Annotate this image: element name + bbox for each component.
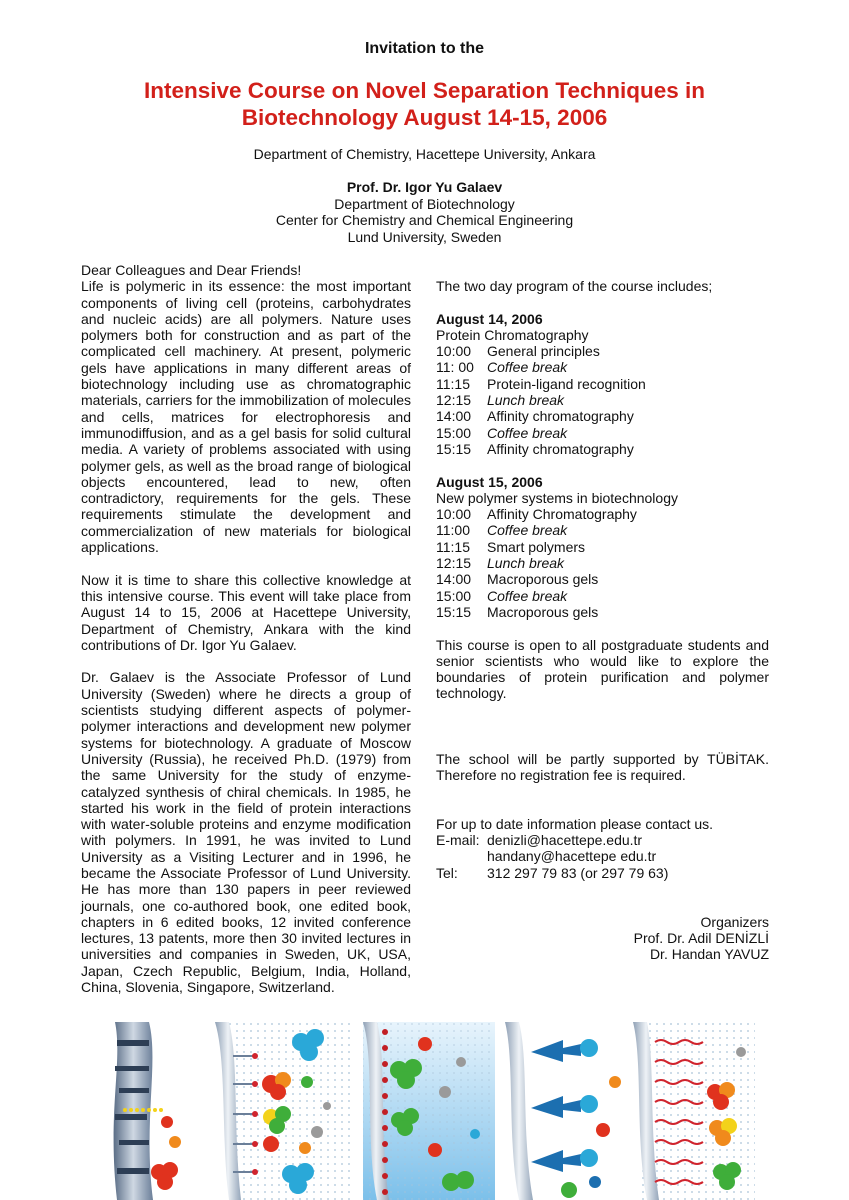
audience-paragraph: This course is open to all postgraduate students and senior scientists who would like to explore the boundaries of protein purification and polymer technology. — [436, 636, 769, 702]
panel-ion-exchange — [363, 1022, 495, 1200]
schedule-item — [436, 408, 769, 424]
support-paragraph: The school will be partly supported by TÜBİTAK. Therefore no registration fee is required. — [436, 750, 769, 783]
schedule-item — [436, 359, 769, 375]
schedule-event: General principles — [487, 343, 600, 360]
tel-number: 312 297 79 83 (or 297 79 63) — [487, 864, 669, 881]
schedule-item — [436, 392, 769, 408]
speaker-bio-paragraph: Dr. Galaev is the Associate Professor of Lund University (Sweden) where he directs a group of scientists studying different aspects of polymer-polymer interactions and development new polymer systems for biotechnology. A graduate of Moscow University (Russia), he received Ph.D. (1979) from the same University for the study of enzyme-catalyzed synthesis of chiral chemicals. In 1985, he started his work in the field of protein interactions with water-soluble proteins and enzyme modification with polymers. In 1991, he was invited to Lund University as a Visiting Lecturer and in 1996, he became the Associate Professor of Lund University. He has more than 130 papers in peer reviewed journals, one co-authored book, one edited book, chapters in 6 edited books, 12 invited conference lectures, 13 patents, more then 30 invited lectures in universities and companies in Sweden, UK, USA, Japan, Czech Republic, Belgium, India, Holland, China, Slovenia, Singapore, Switzerland. — [81, 669, 411, 996]
schedule-time: 10:00 — [436, 343, 472, 360]
schedule-item — [436, 441, 769, 457]
schedule-time: 11: 00 — [436, 359, 474, 376]
day2-date: August 15, 2006 — [436, 473, 543, 490]
schedule-item — [436, 588, 769, 604]
email-link-1[interactable]: denizli@hacettepe.edu.tr — [487, 832, 643, 849]
schedule-time: 12:15 — [436, 392, 472, 409]
invitation-heading: Invitation to the — [364, 40, 485, 57]
schedule-time: 11:15 — [436, 538, 470, 555]
schedule-item — [436, 555, 769, 571]
schedule-time: 14:00 — [436, 408, 472, 425]
panel-ligand-binding — [215, 1022, 351, 1200]
schedule-item — [436, 539, 769, 555]
schedule-item — [436, 343, 769, 359]
schedule-item — [436, 425, 769, 441]
day2-topic: New polymer systems in biotechnology — [436, 489, 678, 506]
course-title-line-1: Intensive Course on Novel Separation Techniques in — [144, 78, 705, 103]
day1-topic: Protein Chromatography — [436, 326, 589, 343]
greeting: Dear Colleagues and Dear Friends! — [81, 262, 302, 278]
schedule-event: Smart polymers — [487, 538, 586, 555]
schedule-item — [436, 522, 769, 538]
schedule-event: Coffee break — [487, 522, 568, 539]
schedule-event: Lunch break — [487, 555, 565, 572]
event-paragraph: Now it is time to share this collective knowledge at this intensive course. This event will take place from August 14 to 15, 2006 at Hacettepe University, Department of Chemistry, Ankara with the kind contributions of Dr. Igor Yu Galaev. — [81, 571, 411, 653]
tel-row — [436, 865, 769, 881]
schedule-event: Coffee break — [487, 359, 568, 376]
organizers-block — [436, 914, 769, 963]
left-column — [81, 262, 411, 995]
schedule-event: Macroporous gels — [487, 571, 599, 588]
email-row-2 — [436, 848, 769, 864]
schedule-event: Affinity chromatography — [487, 408, 634, 425]
panel-targeted-binding — [505, 1022, 621, 1200]
schedule-event: Protein-ligand recognition — [487, 375, 646, 392]
schedule-time: 14:00 — [436, 571, 472, 588]
speaker-affiliation-2: Center for Chemistry and Chemical Engineering — [275, 212, 574, 228]
speaker-name: Prof. Dr. Igor Yu Galaev — [346, 179, 503, 195]
course-title — [60, 77, 789, 131]
organizer-1: Prof. Dr. Adil DENİZLİ — [633, 929, 769, 946]
schedule-time: 15:15 — [436, 603, 472, 620]
speaker-affiliation-1: Department of Biotechnology — [334, 195, 515, 212]
schedule-item — [436, 376, 769, 392]
schedule-item — [436, 506, 769, 522]
organizers-heading: Organizers — [700, 913, 769, 930]
email-label: E-mail: — [436, 832, 480, 849]
schedule-time: 15:15 — [436, 440, 472, 457]
day2-schedule — [436, 506, 769, 620]
panel-polymer-brushes — [633, 1022, 755, 1200]
schedule-event: Affinity Chromatography — [487, 506, 637, 523]
schedule-time: 15:00 — [436, 424, 472, 441]
course-title-line-2: Biotechnology August 14-15, 2006 — [241, 105, 608, 130]
schedule-time: 10:00 — [436, 506, 472, 523]
intro-paragraph: Life is polymeric in its essence: the most important components of living cell (proteins, carbohydrates and nucleic acids) are all polymers. Nature uses polymers both for construction and as part of the complicated cell machinery. At present, polymeric gels have applications in many different areas of biotechnology including use as chromatographic materials, carriers for the immobilization of molecules and cells, matrices for electrophoresis and immunodiffusion, and as a gel basis for solid cultural media. A variety of problems associated with using polymer gels, as well as the broad range of biological objects encountered, lead to new, often contradictory, requirements for the gels. These requirements stimulate the development and commercialization of new materials for biological applications. — [81, 278, 411, 556]
separation-illustration — [95, 1022, 755, 1200]
email-row — [436, 832, 769, 848]
schedule-time: 11:00 — [436, 522, 470, 539]
schedule-event: Macroporous gels — [487, 603, 599, 620]
speaker-block — [0, 179, 849, 245]
schedule-event: Coffee break — [487, 424, 568, 441]
schedule-time: 12:15 — [436, 555, 472, 572]
host-department: Department of Chemistry, Hacettepe University, Ankara — [253, 146, 596, 162]
program-intro: The two day program of the course includes; — [436, 278, 713, 294]
speaker-affiliation-3: Lund University, Sweden — [347, 228, 502, 245]
schedule-event: Lunch break — [487, 392, 565, 409]
schedule-time: 15:00 — [436, 587, 472, 604]
organizer-2: Dr. Handan YAVUZ — [649, 946, 769, 963]
tel-label: Tel: — [436, 864, 458, 881]
schedule-time: 11:15 — [436, 375, 470, 392]
day1-schedule — [436, 343, 769, 457]
schedule-event: Affinity chromatography — [487, 440, 634, 457]
right-column — [436, 278, 769, 962]
schedule-item — [436, 604, 769, 620]
panel-column — [114, 1022, 181, 1200]
schedule-item — [436, 571, 769, 587]
email-link-2[interactable]: handany@hacettepe edu.tr — [487, 848, 657, 865]
contact-intro: For up to date information please contact us. — [436, 815, 714, 832]
day1-date: August 14, 2006 — [436, 310, 543, 327]
schedule-event: Coffee break — [487, 587, 568, 604]
